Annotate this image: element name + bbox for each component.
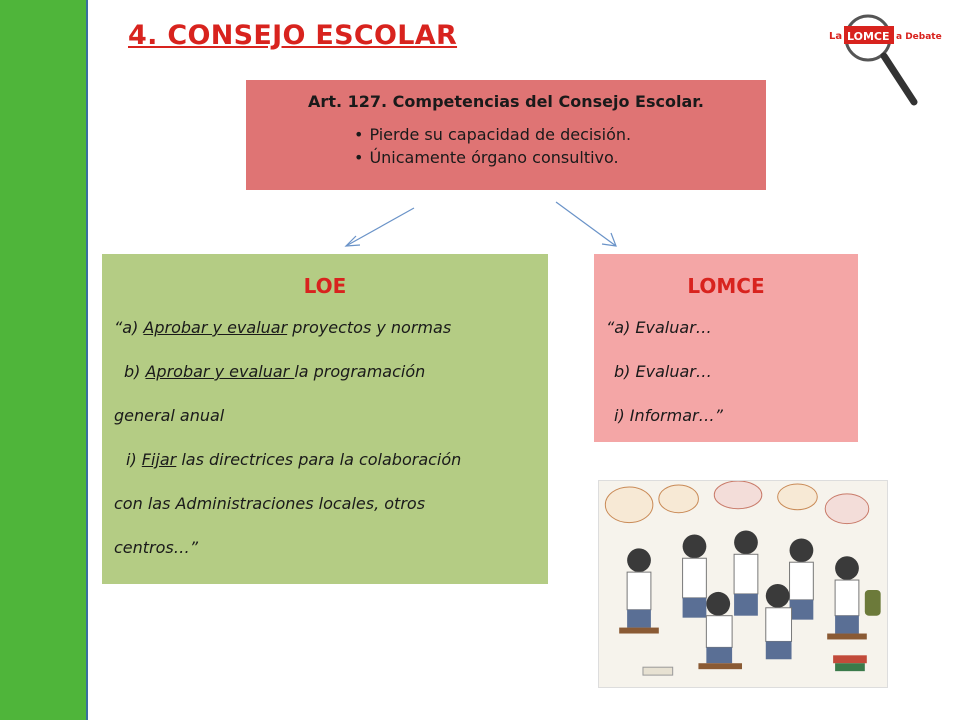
loe-item-i: [114, 438, 536, 482]
student: [734, 531, 758, 616]
student: [835, 556, 859, 633]
loe-item-b: [114, 350, 536, 394]
lomce-heading: LOMCE: [687, 274, 765, 298]
books: [643, 667, 673, 675]
backpack: [865, 590, 881, 616]
loe-b-open: b): [124, 362, 146, 381]
loe-b-rest: la programación: [294, 362, 426, 381]
thought-bubble: [825, 494, 869, 524]
lomce-a-debate-logo: [826, 12, 946, 112]
loe-item-i-cont: con las Administraciones locales, otros: [114, 494, 426, 513]
lomce-item-b: b) Evaluar…: [614, 362, 712, 381]
logo-post: a Debate: [896, 32, 942, 42]
thought-bubble: [778, 484, 818, 510]
loe-i-rest: las directrices para la colaboración: [176, 450, 462, 469]
loe-a-open: “a): [114, 318, 144, 337]
loe-item-a: [114, 306, 536, 350]
student: [627, 548, 651, 627]
loe-heading: LOE: [303, 274, 347, 298]
arrow-left: [346, 208, 414, 246]
arrow-right: [556, 202, 616, 246]
slide-title: 4. CONSEJO ESCOLAR: [128, 20, 458, 51]
logo-main: LOMCE: [847, 30, 890, 43]
books: [833, 655, 867, 663]
branch-arrows: [330, 196, 640, 256]
lomce-box: [594, 254, 858, 442]
article-box: [246, 80, 766, 190]
loe-box: [102, 254, 548, 584]
student: [790, 538, 814, 619]
article-bullet: • Únicamente órgano consultivo.: [354, 146, 766, 169]
magnifying-glass-icon: [884, 56, 914, 102]
thought-bubble: [714, 481, 762, 509]
chair: [619, 628, 659, 634]
article-title: Art. 127. Competencias del Consejo Escolar.: [308, 92, 704, 111]
loe-i-open: i): [126, 450, 142, 469]
left-accent-bar: [0, 0, 88, 720]
lomce-item-i: i) Informar…”: [614, 406, 723, 425]
arrow-left-head: [346, 236, 360, 246]
chair: [827, 634, 867, 640]
article-bullets: [246, 123, 766, 169]
loe-i-underlined: Fijar: [141, 450, 177, 469]
thought-bubble: [605, 487, 653, 523]
loe-a-rest: proyectos y normas: [287, 318, 452, 337]
loe-item-b-cont: general anual: [114, 406, 225, 425]
students-meeting-illustration: [598, 480, 888, 688]
chair: [698, 663, 742, 669]
logo-pre: La: [829, 31, 843, 42]
books: [835, 663, 865, 671]
student: [683, 534, 707, 617]
loe-item-i-cont2: centros…”: [114, 538, 199, 557]
student: [766, 584, 792, 659]
student: [706, 592, 732, 663]
loe-a-underlined: Aprobar y evaluar: [143, 318, 288, 337]
loe-b-underlined: Aprobar y evaluar: [145, 362, 295, 381]
thought-bubble: [659, 485, 699, 513]
lomce-item-a: “a) Evaluar…: [606, 318, 712, 337]
article-bullet: • Pierde su capacidad de decisión.: [354, 123, 766, 146]
